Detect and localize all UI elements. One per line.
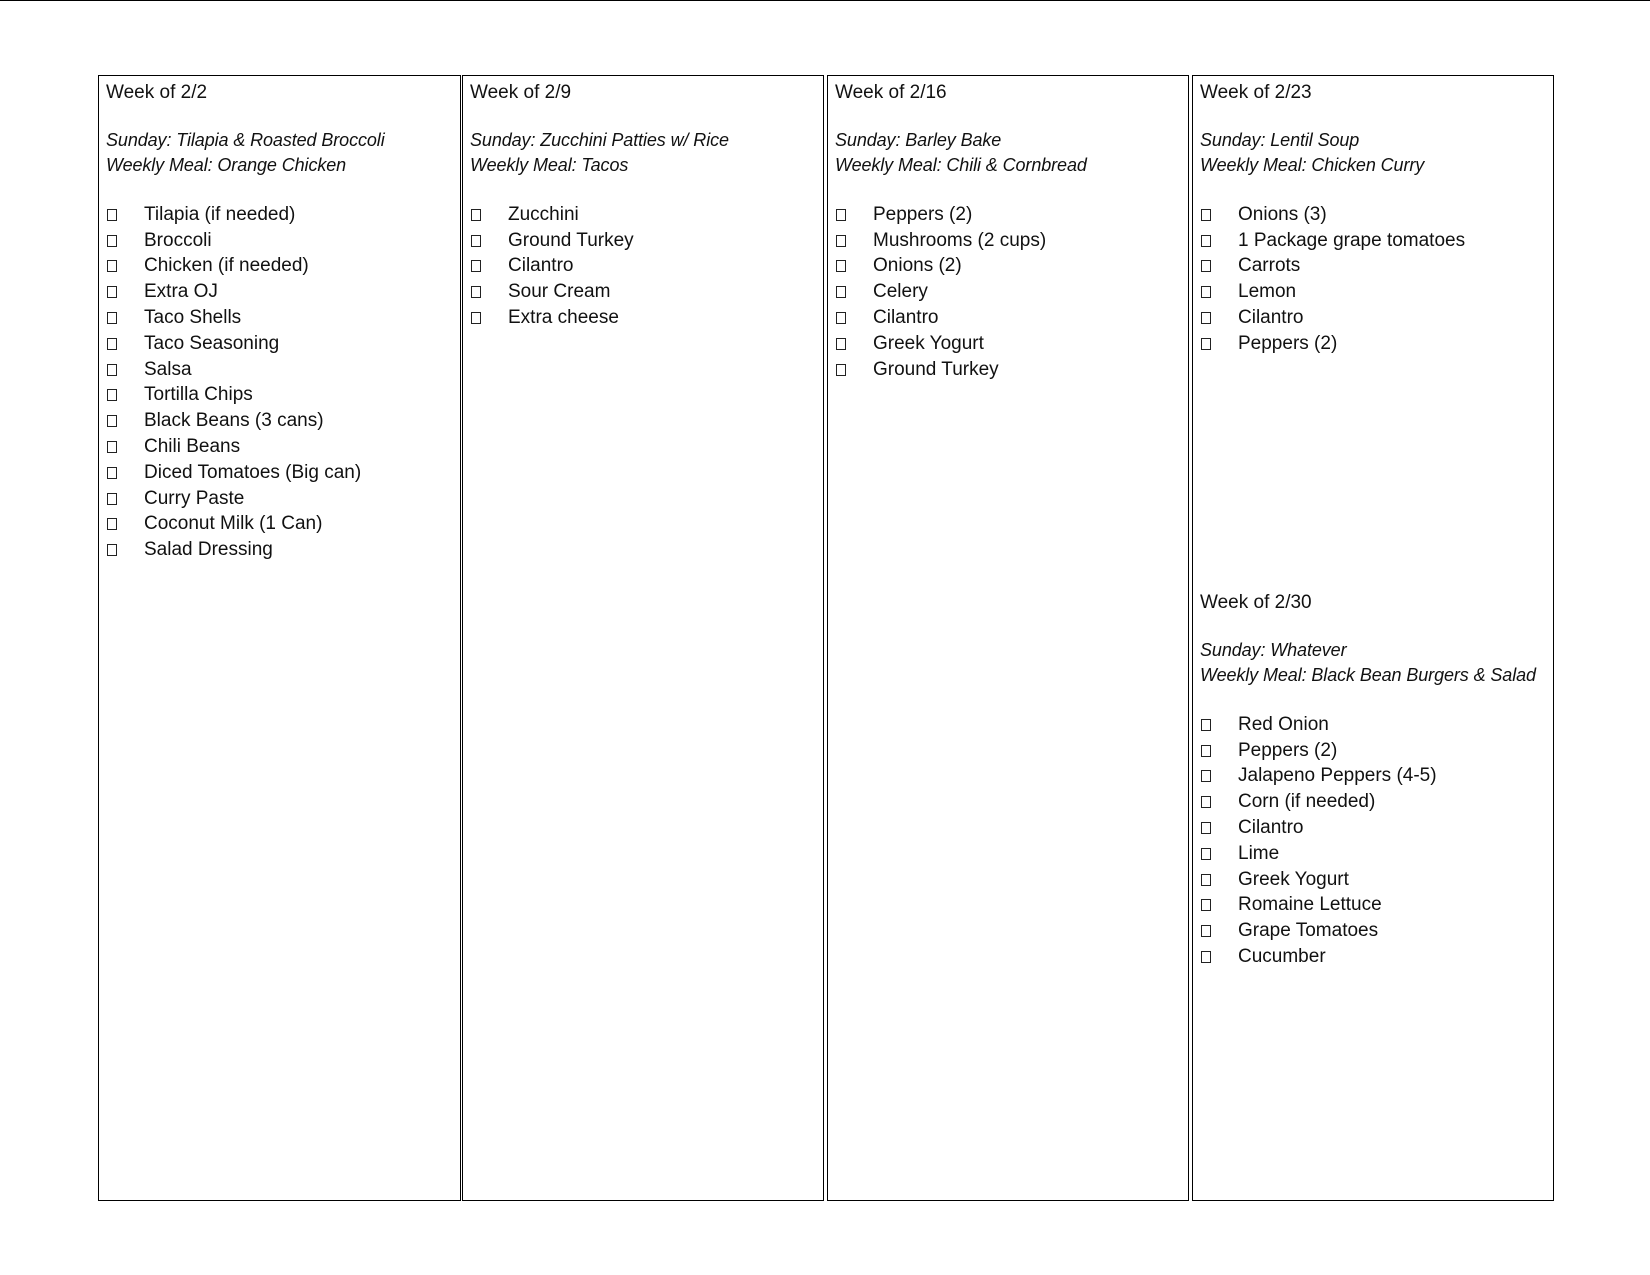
checkbox-icon[interactable] [1201,312,1211,324]
sunday-meal: Sunday: Zucchini Patties w/ Rice [470,130,729,150]
grocery-list-item [106,383,460,409]
grocery-item-label: Extra OJ [144,281,218,303]
checkbox-icon[interactable] [471,286,481,298]
week-column-4 [1192,75,1554,1201]
checkbox-icon[interactable] [471,209,481,221]
grocery-list-item [106,537,460,563]
grocery-list-item [106,357,460,383]
checkbox-icon[interactable] [1201,260,1211,272]
grocery-list-item [835,202,1188,228]
grocery-item-label: Lime [1238,842,1280,864]
week-block [106,82,460,563]
grocery-item-label: Greek Yogurt [873,332,984,354]
grocery-item-label: Salad Dressing [144,539,273,561]
grocery-list-item [1200,893,1536,919]
checkbox-icon[interactable] [836,235,846,247]
week-column-3 [827,75,1189,1201]
checkbox-icon[interactable] [836,312,846,324]
grocery-item-label: Sour Cream [508,281,611,303]
grocery-list-item [470,202,823,228]
grocery-item-label: Salsa [144,358,192,380]
grocery-list-item [835,305,1188,331]
grocery-list [106,202,460,563]
top-border-line [0,0,1650,1]
grocery-item-label: Tortilla Chips [144,384,253,406]
checkbox-icon[interactable] [1201,796,1211,808]
checkbox-icon[interactable] [107,260,117,272]
grocery-list-item [1200,944,1536,970]
checkbox-icon[interactable] [1201,745,1211,757]
week-title: Week of 2/2 [106,82,208,103]
checkbox-icon[interactable] [1201,209,1211,221]
grocery-list-item [835,228,1188,254]
grocery-list-item [106,228,460,254]
grocery-item-label: Ground Turkey [873,358,999,380]
checkbox-icon[interactable] [107,235,117,247]
checkbox-icon[interactable] [107,544,117,556]
checkbox-icon[interactable] [107,389,117,401]
checkbox-icon[interactable] [107,338,117,350]
grocery-list-item [470,254,823,280]
checkbox-icon[interactable] [836,209,846,221]
grocery-list-item [1200,867,1536,893]
grocery-list-item [470,305,823,331]
checkbox-icon[interactable] [107,209,117,221]
checkbox-icon[interactable] [107,364,117,376]
week-block [835,82,1188,383]
grocery-item-label: Corn (if needed) [1238,791,1376,813]
checkbox-icon[interactable] [836,260,846,272]
week-block [1200,592,1536,970]
grocery-item-label: Black Beans (3 cans) [144,410,324,432]
weekly-meal: Weekly Meal: Tacos [470,155,629,175]
grocery-list-item [1200,918,1536,944]
grocery-item-label: Chicken (if needed) [144,255,309,277]
checkbox-icon[interactable] [1201,235,1211,247]
grocery-item-label: Mushrooms (2 cups) [873,229,1047,251]
week-column-2 [462,75,824,1201]
grocery-item-label: Celery [873,281,928,303]
grocery-item-label: Taco Seasoning [144,332,280,354]
checkbox-icon[interactable] [1201,338,1211,350]
checkbox-icon[interactable] [836,286,846,298]
grocery-list-item [106,305,460,331]
grocery-list-item [106,331,460,357]
grocery-item-label: Peppers (2) [1238,739,1338,761]
grocery-list [835,202,1188,383]
weekly-meal: Weekly Meal: Black Bean Burgers & Salad [1200,665,1536,685]
grocery-list-item [1200,254,1553,280]
grocery-item-label: Onions (2) [873,255,962,277]
grocery-list-item [1200,764,1536,790]
grocery-item-label: Cilantro [508,255,574,277]
checkbox-icon[interactable] [1201,951,1211,963]
checkbox-icon[interactable] [1201,925,1211,937]
grocery-item-label: Curry Paste [144,487,245,509]
grocery-item-label: Diced Tomatoes (Big can) [144,461,362,483]
grocery-list [1200,712,1536,970]
grocery-list-item [106,279,460,305]
grocery-list-item [835,254,1188,280]
sunday-meal: Sunday: Whatever [1200,640,1347,660]
week-title: Week of 2/16 [835,82,947,103]
grocery-list-item [106,254,460,280]
grocery-list-item [470,228,823,254]
grocery-item-label: Tilapia (if needed) [144,203,296,225]
grocery-list-item [106,486,460,512]
grocery-item-label: Zucchini [508,203,579,225]
grocery-list-item [1200,738,1536,764]
grocery-list-item [1200,228,1553,254]
checkbox-icon[interactable] [1201,719,1211,731]
checkbox-icon[interactable] [471,312,481,324]
grocery-item-label: Peppers (2) [1238,332,1338,354]
checkbox-icon[interactable] [1201,770,1211,782]
grocery-item-label: Taco Shells [144,307,242,329]
checkbox-icon[interactable] [1201,286,1211,298]
grocery-list-item [1200,841,1536,867]
grocery-item-label: Cilantro [873,307,939,329]
checkbox-icon[interactable] [471,235,481,247]
grocery-item-label: Broccoli [144,229,212,251]
checkbox-icon[interactable] [107,441,117,453]
grocery-item-label: Greek Yogurt [1238,868,1349,890]
week-block [1200,82,1553,357]
checkbox-icon[interactable] [1201,848,1211,860]
grocery-item-label: Cucumber [1238,946,1326,968]
grocery-list-item [1200,331,1553,357]
checkbox-icon[interactable] [1201,874,1211,886]
grocery-item-label: Red Onion [1238,713,1329,735]
grocery-list-item [1200,815,1536,841]
week-title: Week of 2/23 [1200,82,1312,103]
grocery-item-label: Coconut Milk (1 Can) [144,513,323,535]
grocery-item-label: Onions (3) [1238,203,1327,225]
grocery-list [470,202,823,331]
grocery-item-label: Chili Beans [144,436,241,458]
weekly-meal: Weekly Meal: Orange Chicken [106,155,347,175]
grocery-item-label: Peppers (2) [873,203,973,225]
grocery-list-item [1200,712,1536,738]
grocery-list-item [106,434,460,460]
grocery-item-label: Extra cheese [508,307,619,329]
checkbox-icon[interactable] [107,518,117,530]
grocery-list-item [106,202,460,228]
grocery-list-item [106,408,460,434]
checkbox-icon[interactable] [107,493,117,505]
checkbox-icon[interactable] [107,467,117,479]
grocery-item-label: Romaine Lettuce [1238,894,1382,916]
sunday-meal: Sunday: Lentil Soup [1200,130,1360,150]
week-column-1 [98,75,461,1201]
grocery-list-item [835,331,1188,357]
grocery-list [1200,202,1553,357]
weekly-meal: Weekly Meal: Chicken Curry [1200,155,1425,175]
grocery-list-item [1200,279,1553,305]
grocery-list-item [106,460,460,486]
checkbox-icon[interactable] [471,260,481,272]
grocery-item-label: Ground Turkey [508,229,634,251]
checkbox-icon[interactable] [1201,899,1211,911]
grocery-item-label: 1 Package grape tomatoes [1238,229,1466,251]
checkbox-icon[interactable] [107,312,117,324]
grocery-list-item [1200,305,1553,331]
sunday-meal: Sunday: Barley Bake [835,130,1002,150]
checkbox-icon[interactable] [107,286,117,298]
grocery-item-label: Grape Tomatoes [1238,920,1379,942]
grocery-list-item [1200,202,1553,228]
weekly-meal: Weekly Meal: Chili & Cornbread [835,155,1087,175]
grocery-item-label: Lemon [1238,281,1297,303]
grocery-item-label: Cilantro [1238,817,1304,839]
checkbox-icon[interactable] [1201,822,1211,834]
grocery-list-item [835,357,1188,383]
grocery-item-label: Jalapeno Peppers (4-5) [1238,765,1437,787]
checkbox-icon[interactable] [836,338,846,350]
sunday-meal: Sunday: Tilapia & Roasted Broccoli [106,130,385,150]
week-title: Week of 2/9 [470,82,572,103]
checkbox-icon[interactable] [836,364,846,376]
grocery-list-item [470,279,823,305]
grocery-list-item [1200,789,1536,815]
week-title: Week of 2/30 [1200,592,1312,613]
week-block [470,82,823,331]
grocery-list-item [106,512,460,538]
checkbox-icon[interactable] [107,415,117,427]
grocery-list-item [835,279,1188,305]
grocery-item-label: Carrots [1238,255,1301,277]
grocery-item-label: Cilantro [1238,307,1304,329]
